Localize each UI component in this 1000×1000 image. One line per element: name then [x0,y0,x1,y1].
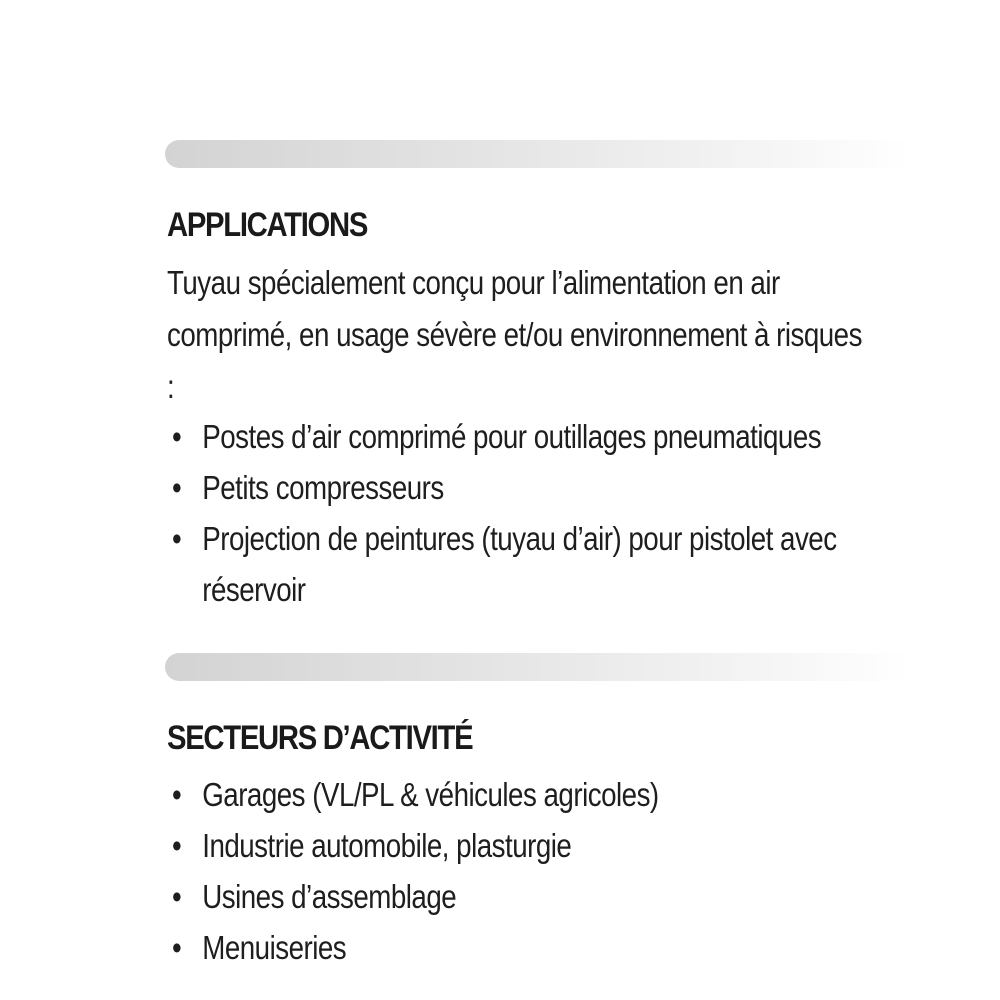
list-item-text: Garages (VL/PL & véhicules agricoles) [202,776,659,813]
section-divider-bar [165,653,910,681]
bullet-icon: • [172,827,182,864]
list-item-text: Projection de peintures (tuyau d’air) pour pistolet avec réservoir [202,520,837,608]
list-item-text: Menuiseries [202,929,347,966]
applications-list [172,411,903,615]
section-divider-bar [165,140,910,168]
list-item [172,769,903,820]
bullet-icon: • [172,469,182,506]
list-item [172,411,903,462]
secteurs-heading: SECTEURS D’ACTIVITÉ [167,719,473,757]
list-item-text: Industrie automobile, plasturgie [202,827,572,864]
list-item [172,462,903,513]
list-item-text: Postes d’air comprimé pour outillages pneumatiques [202,418,822,455]
bullet-icon: • [172,776,182,813]
bullet-icon: • [172,929,182,966]
secteurs-list [172,769,903,973]
bullet-icon: • [172,520,182,557]
applications-intro: Tuyau spécialement conçu pour l’alimentation en air comprimé, en usage sévère et/ou environnement à risques : [167,264,862,405]
list-item [172,922,903,973]
bullet-icon: • [172,878,182,915]
applications-heading: APPLICATIONS [167,206,368,244]
list-item-text: Petits compresseurs [202,469,444,506]
list-item [172,820,903,871]
bullet-icon: • [172,418,182,455]
list-item [172,871,903,922]
list-item-text: Usines d’assemblage [202,878,457,915]
list-item [172,513,903,615]
